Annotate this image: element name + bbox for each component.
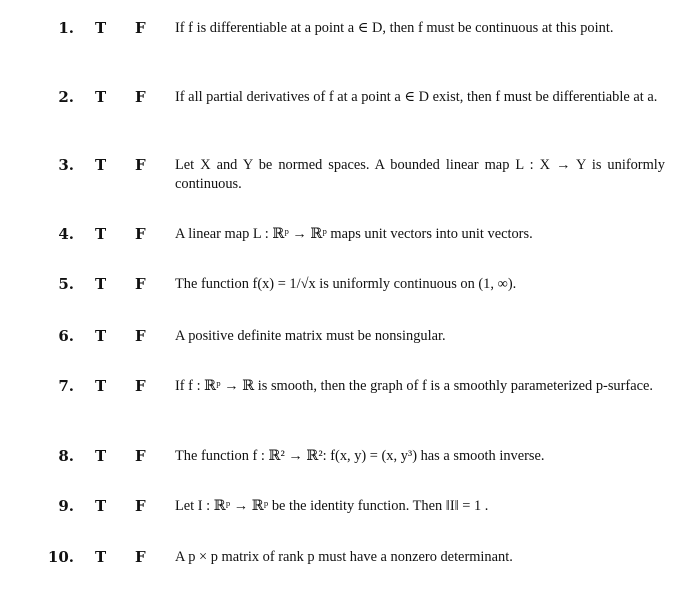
false-option[interactable]: F: [135, 327, 146, 345]
true-option[interactable]: T: [95, 327, 107, 345]
question-number: 8.: [58, 447, 74, 465]
question-number: 6.: [58, 327, 74, 345]
false-option[interactable]: F: [135, 377, 146, 395]
question-number: 7.: [58, 377, 74, 395]
true-option[interactable]: T: [95, 275, 107, 293]
false-option[interactable]: F: [135, 19, 146, 37]
question-text: If f : ℝᵖ → ℝ is smooth, then the graph of f is a smoothly parameterized p-surface.: [175, 378, 653, 394]
question-number: 9.: [58, 497, 74, 515]
question-text: A linear map L : ℝᵖ → ℝᵖ maps unit vectors into unit vectors.: [175, 226, 533, 242]
false-option[interactable]: F: [135, 548, 146, 566]
true-option[interactable]: T: [95, 19, 107, 37]
question-text: If all partial derivatives of f at a point a ∈ D exist, then f must be differentiable at a.: [175, 89, 658, 105]
true-option[interactable]: T: [95, 377, 107, 395]
question-number: 2.: [58, 88, 74, 106]
true-option[interactable]: T: [95, 88, 107, 106]
question-text: If f is differentiable at a point a ∈ D, then f must be continuous at this point.: [175, 20, 614, 36]
question-number: 10.: [47, 548, 74, 566]
question-number: 4.: [58, 225, 74, 243]
question-text: Let X and Y be normed spaces. A bounded linear map L : X → Y is uniformly continuous.: [175, 157, 665, 192]
true-option[interactable]: T: [95, 548, 107, 566]
false-option[interactable]: F: [135, 88, 146, 106]
question-text: Let I : ℝᵖ → ℝᵖ be the identity function. Then ‖I‖ = 1 .: [175, 498, 489, 514]
question-number: 1.: [58, 19, 74, 37]
true-option[interactable]: T: [95, 497, 107, 515]
question-text: A positive definite matrix must be nonsingular.: [175, 328, 446, 344]
question-number: 5.: [58, 275, 74, 293]
true-option[interactable]: T: [95, 225, 107, 243]
false-option[interactable]: F: [135, 156, 146, 174]
false-option[interactable]: F: [135, 225, 146, 243]
false-option[interactable]: F: [135, 497, 146, 515]
false-option[interactable]: F: [135, 447, 146, 465]
true-option[interactable]: T: [95, 447, 107, 465]
question-text: The function f : ℝ² → ℝ²: f(x, y) = (x, y³) has a smooth inverse.: [175, 448, 545, 464]
question-text: A p × p matrix of rank p must have a nonzero determinant.: [175, 549, 513, 565]
true-option[interactable]: T: [95, 156, 107, 174]
question-text: The function f(x) = 1/√x is uniformly continuous on (1, ∞).: [175, 276, 517, 292]
question-number: 3.: [58, 156, 74, 174]
false-option[interactable]: F: [135, 275, 146, 293]
